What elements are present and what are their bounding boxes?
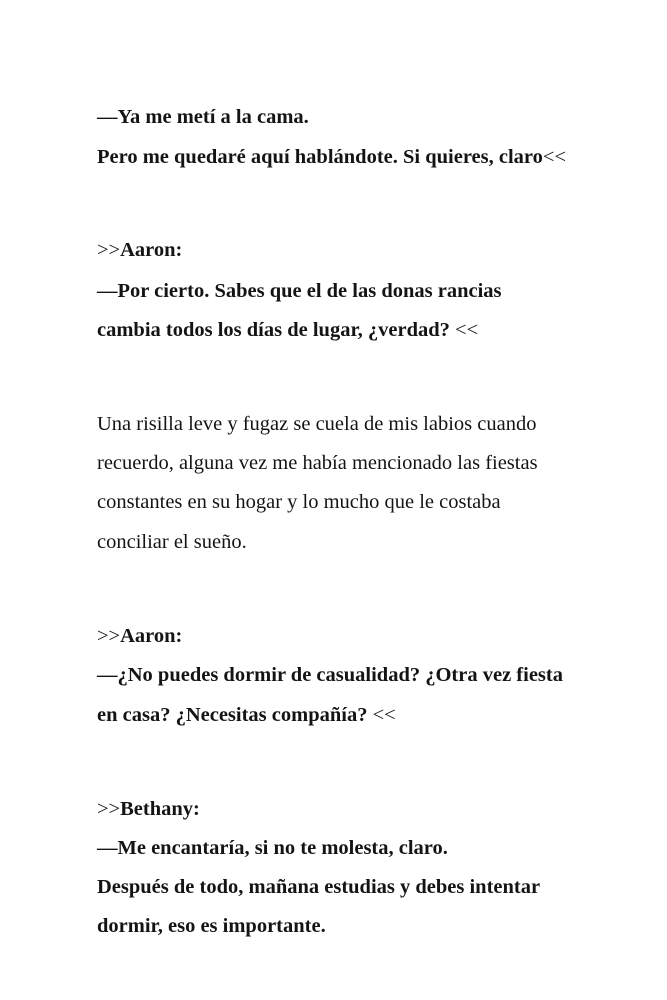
narration-line: recuerdo, alguna vez me había mencionado las fiestas: [97, 452, 538, 474]
narration-line: Una risilla leve y fugaz se cuela de mis labios cuando: [97, 413, 537, 435]
speaker-line: [97, 238, 182, 262]
message-line: —¿No puedes dormir de casualidad? ¿Otra vez fiesta: [97, 664, 563, 686]
end-marker: <<: [455, 319, 479, 341]
message-line: —Me encantaría, si no te molesta, claro.: [97, 837, 448, 859]
narration-line: constantes en su hogar y lo mucho que le costaba: [97, 491, 501, 513]
message-line: Pero me quedaré aquí hablándote. Si quieres, claro<<: [97, 146, 567, 168]
speaker-name: Aaron:: [120, 239, 183, 261]
speaker-marker: >>: [97, 239, 121, 261]
speaker-line: [97, 624, 182, 648]
message-line: dormir, eso es importante.: [97, 915, 326, 937]
message-line: —Por cierto. Sabes que el de las donas rancias: [97, 280, 502, 302]
narration-line: conciliar el sueño.: [97, 531, 247, 553]
message-line: cambia todos los días de lugar, ¿verdad? <<: [97, 319, 479, 341]
message-line: en casa? ¿Necesitas compañía? <<: [97, 704, 396, 726]
speaker-marker: >>: [97, 798, 121, 820]
message-line: Después de todo, mañana estudias y debes intentar: [97, 876, 541, 898]
end-marker: <<: [542, 146, 567, 168]
message-line: —Ya me metí a la cama.: [97, 106, 309, 128]
speaker-line: [97, 797, 200, 821]
speaker-marker: >>: [97, 625, 121, 647]
speaker-name: Bethany:: [120, 798, 200, 820]
speaker-name: Aaron:: [120, 625, 183, 647]
end-marker: <<: [372, 704, 396, 726]
